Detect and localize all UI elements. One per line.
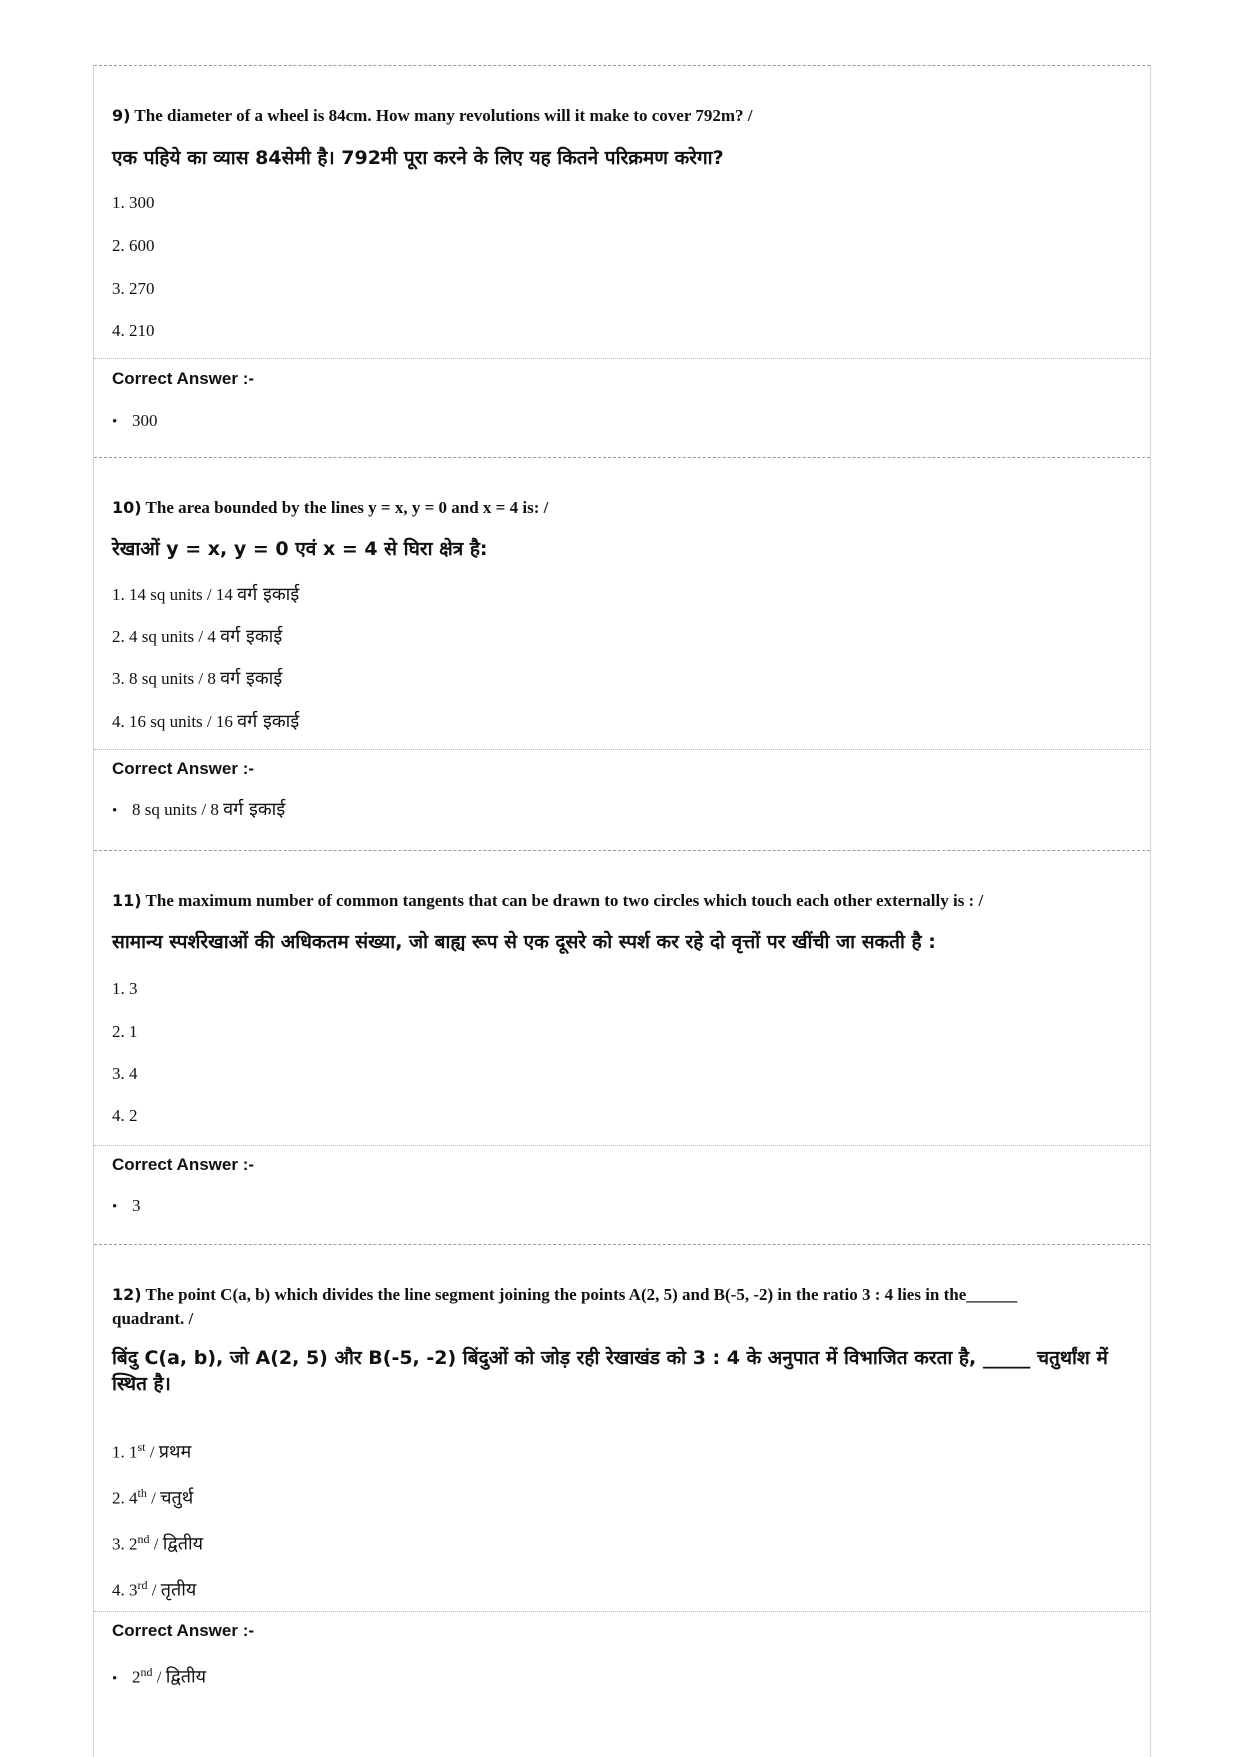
correct-answer-label: Correct Answer :- <box>112 759 255 778</box>
option-4: 4. 16 sq units / 16 वर्ग इकाई <box>112 711 300 732</box>
question-10-text-hi: रेखाओं y = x, y = 0 एवं x = 4 से घिरा क्षेत्र है: <box>112 538 488 560</box>
question-10 <box>94 457 1150 749</box>
bullet-icon: • <box>112 803 118 819</box>
correct-answer-value: • 8 sq units / 8 वर्ग इकाई <box>112 798 285 823</box>
question-11-text-hi: सामान्य स्पर्शरेखाओं की अधिकतम संख्या, जो बाह्य रूप से एक दूसरे को स्पर्श कर रहे दो वृत्तों पर खींची जा सकती है : <box>112 931 936 953</box>
correct-answer-label: Correct Answer :- <box>112 1621 255 1640</box>
option-3: 3. 2nd / द्वितीय <box>112 1532 204 1555</box>
answer-11 <box>94 1145 1150 1244</box>
option-2: 2. 600 <box>112 236 155 255</box>
answer-10 <box>94 749 1150 850</box>
option-1: 1. 14 sq units / 14 वर्ग इकाई <box>112 584 300 605</box>
question-paper <box>93 65 1151 1757</box>
bullet-icon: • <box>112 1199 118 1215</box>
bullet-icon: • <box>112 414 118 430</box>
question-11 <box>94 850 1150 1145</box>
correct-answer-value: • 3 <box>112 1194 141 1219</box>
question-12-text-hi: बिंदु C(a, b), जो A(2, 5) और B(-5, -2) बिंदुओं को जोड़ रही रेखाखंड को 3 : 4 के अनुपात में विभाजित करता है, _____ चतुर्थांश में स्थित है। <box>112 1347 1108 1395</box>
correct-answer-label: Correct Answer :- <box>112 1155 255 1174</box>
option-1: 1. 3 <box>112 979 138 998</box>
question-11-text-en: 11) The maximum number of common tangents that can be drawn to two circles which touch each other externally is : / <box>112 891 984 910</box>
question-10-text-en: 10) The area bounded by the lines y = x, y = 0 and x = 4 is: / <box>112 498 549 517</box>
option-3: 3. 4 <box>112 1064 138 1083</box>
answer-9 <box>94 358 1150 457</box>
question-12 <box>94 1244 1150 1611</box>
option-2: 2. 4th / चतुर्थ <box>112 1486 194 1509</box>
question-9-text-en: 9) The diameter of a wheel is 84cm. How many revolutions will it make to cover 792m? / <box>112 106 753 125</box>
correct-answer-value: • 300 <box>112 409 158 434</box>
correct-answer-value: • 2nd / द्वितीय <box>112 1660 206 1691</box>
question-9 <box>94 65 1150 358</box>
question-12-text-en: 12) The point C(a, b) which divides the line segment joining the points A(2, 5) and B(-5, -2) in the ratio 3 : 4 lies in the______ quadrant. / <box>112 1285 1018 1328</box>
option-2: 2. 1 <box>112 1022 138 1041</box>
option-2: 2. 4 sq units / 4 वर्ग इकाई <box>112 626 283 647</box>
option-4: 4. 3rd / तृतीय <box>112 1578 197 1601</box>
option-4: 4. 210 <box>112 321 155 340</box>
option-3: 3. 270 <box>112 279 155 298</box>
question-9-text-hi: एक पहिये का व्यास 84सेमी है। 792मी पूरा करने के लिए यह कितने परिक्रमण करेगा? <box>112 147 724 169</box>
option-1: 1. 1st / प्रथम <box>112 1440 192 1463</box>
correct-answer-label: Correct Answer :- <box>112 369 255 388</box>
option-1: 1. 300 <box>112 193 155 212</box>
bullet-icon: • <box>112 1670 118 1687</box>
answer-12 <box>94 1611 1150 1757</box>
option-4: 4. 2 <box>112 1106 138 1125</box>
option-3: 3. 8 sq units / 8 वर्ग इकाई <box>112 668 283 689</box>
